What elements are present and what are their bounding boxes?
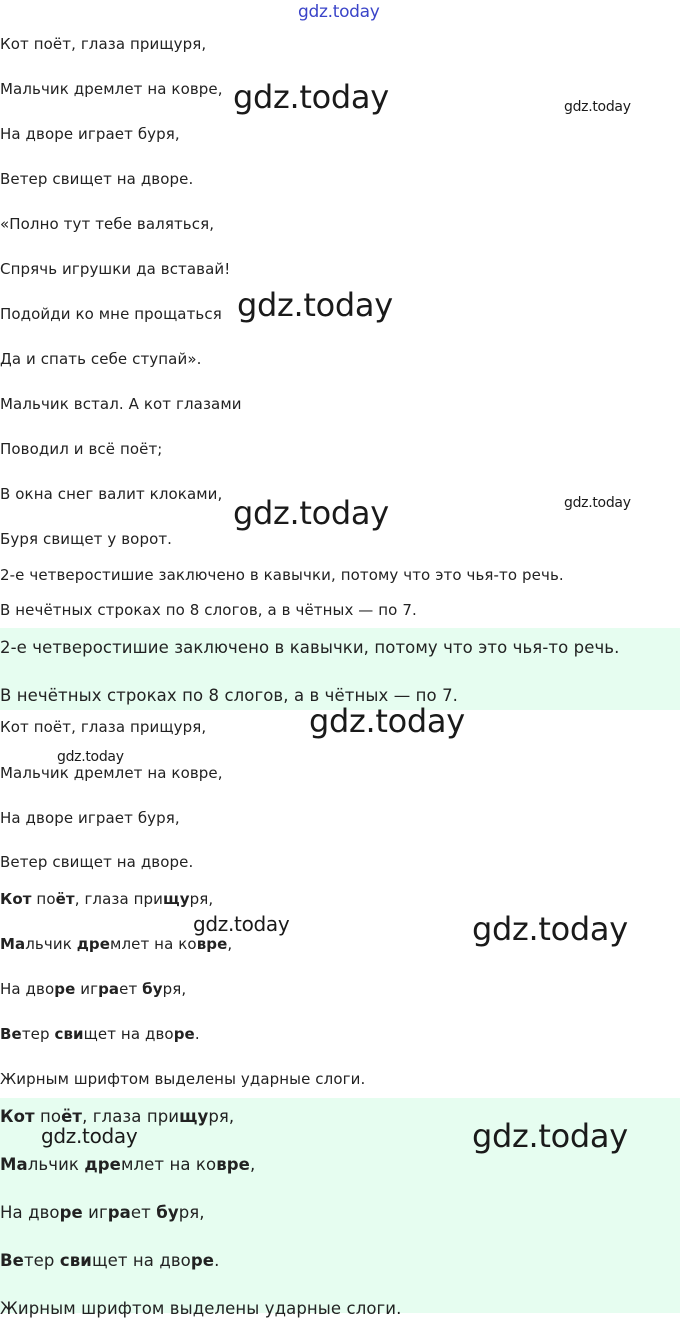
unstressed-text: щет на дво <box>91 1251 191 1270</box>
stressed-syllable: бу <box>142 980 163 998</box>
unstressed-text: льчик <box>25 935 77 953</box>
watermark: gdz.today <box>309 702 465 740</box>
stressed-syllable: ре <box>173 1025 195 1043</box>
unstressed-text: иг <box>82 1203 108 1222</box>
poem-line: Поводил и всё поёт; <box>0 440 163 458</box>
watermark: gdz.today <box>564 495 631 511</box>
stressed-syllable: ёт <box>61 1107 83 1126</box>
stressed-line-highlighted <box>0 1154 255 1176</box>
stressed-syllable: Кот <box>0 890 32 908</box>
unstressed-text: , глаза при <box>82 1107 180 1126</box>
unstressed-text: . <box>214 1251 220 1270</box>
poem-line: Подойди ко мне прощаться <box>0 305 222 323</box>
stanza-line: Ветер свищет на дворе. <box>0 853 194 871</box>
unstressed-text: ет <box>130 1203 157 1222</box>
stressed-line <box>0 889 213 909</box>
stressed-line-highlighted <box>0 1250 219 1272</box>
stressed-line <box>0 1024 200 1044</box>
poem-line: Буря свищет у ворот. <box>0 530 173 548</box>
unstressed-text: , глаза при <box>74 890 164 908</box>
stressed-syllable: ре <box>190 1251 215 1270</box>
unstressed-text: На дво <box>0 1203 60 1222</box>
stanza-line: На дворе играет буря, <box>0 809 180 827</box>
poem-line: На дворе играет буря, <box>0 125 180 143</box>
poem-line: В окна снег валит клоками, <box>0 485 223 503</box>
poem-line: Мальчик дремлет на ковре, <box>0 80 223 98</box>
watermark: gdz.today <box>472 910 628 948</box>
watermark: gdz.today <box>233 78 389 116</box>
unstressed-text: ет <box>119 980 143 998</box>
unstressed-text: ря, <box>189 890 214 908</box>
watermark: gdz.today <box>564 99 631 115</box>
poem-line: Кот поёт, глаза прищуря, <box>0 35 207 53</box>
unstressed-text: щет на дво <box>83 1025 174 1043</box>
stressed-syllable: сви <box>59 1251 92 1270</box>
watermark: gdz.today <box>237 286 393 324</box>
stressed-syllable: ре <box>59 1203 83 1222</box>
poem-line: Мальчик встал. А кот глазами <box>0 395 242 413</box>
stressed-caption: Жирным шрифтом выделены ударные слоги. <box>0 1070 366 1088</box>
unstressed-text: , <box>249 1155 256 1174</box>
unstressed-text: по <box>31 890 56 908</box>
stressed-syllable: Ве <box>0 1025 22 1043</box>
stressed-syllable: вре <box>196 935 228 953</box>
watermark: gdz.today <box>41 1124 138 1148</box>
unstressed-text: . <box>194 1025 200 1043</box>
unstressed-text: тер <box>21 1025 55 1043</box>
unstressed-text: льчик <box>27 1155 85 1174</box>
unstressed-text: На дво <box>0 980 55 998</box>
watermark: gdz.today <box>472 1117 628 1155</box>
watermark: gdz.today <box>298 2 380 22</box>
highlighted-note-line: 2-е четверостишие заключено в кавычки, потому что это чья-то речь. <box>0 638 620 657</box>
unstressed-text: , <box>227 935 233 953</box>
poem-line: Да и спать себе ступай». <box>0 350 202 368</box>
stressed-syllable: бу <box>156 1203 179 1222</box>
stressed-syllable: дре <box>76 935 111 953</box>
unstressed-text: млет на ко <box>110 935 197 953</box>
stressed-syllable: Ма <box>0 935 26 953</box>
watermark: gdz.today <box>233 494 389 532</box>
watermark: gdz.today <box>57 749 124 765</box>
watermark: gdz.today <box>193 912 290 936</box>
unstressed-text: млет на ко <box>120 1155 217 1174</box>
stressed-syllable: щу <box>179 1107 209 1126</box>
unstressed-text: иг <box>75 980 99 998</box>
stressed-syllable: ёт <box>55 890 75 908</box>
stressed-line <box>0 979 186 999</box>
poem-line: «Полно тут тебе валяться, <box>0 215 215 233</box>
stressed-syllable: ра <box>107 1203 131 1222</box>
stressed-line <box>0 934 232 954</box>
stressed-syllable: вре <box>216 1155 250 1174</box>
poem-line: Спрячь игрушки да вставай! <box>0 260 231 278</box>
stressed-syllable: Ма <box>0 1155 28 1174</box>
stressed-syllable: дре <box>84 1155 121 1174</box>
unstressed-text: ря, <box>178 1203 205 1222</box>
stressed-line-highlighted <box>0 1202 205 1224</box>
unstressed-text: по <box>34 1107 62 1126</box>
unstressed-text: тер <box>23 1251 60 1270</box>
stressed-syllable: щу <box>163 890 190 908</box>
highlighted-note-line: В нечётных строках по 8 слогов, а в чётных — по 7. <box>0 686 459 705</box>
note-line: 2-е четверостишие заключено в кавычки, потому что это чья-то речь. <box>0 566 564 584</box>
note-line: В нечётных строках по 8 слогов, а в чётных — по 7. <box>0 601 417 619</box>
poem-line: Ветер свищет на дворе. <box>0 170 194 188</box>
stressed-syllable: сви <box>54 1025 84 1043</box>
unstressed-text: ря, <box>208 1107 235 1126</box>
stressed-syllable: ре <box>54 980 76 998</box>
stressed-syllable: Кот <box>0 1107 35 1126</box>
stanza-line: Кот поёт, глаза прищуря, <box>0 718 207 736</box>
stressed-caption-highlighted: Жирным шрифтом выделены ударные слоги. <box>0 1299 402 1318</box>
stressed-syllable: ра <box>98 980 120 998</box>
unstressed-text: ря, <box>162 980 187 998</box>
stressed-syllable: Ве <box>0 1251 24 1270</box>
stanza-line: Мальчик дремлет на ковре, <box>0 764 223 782</box>
